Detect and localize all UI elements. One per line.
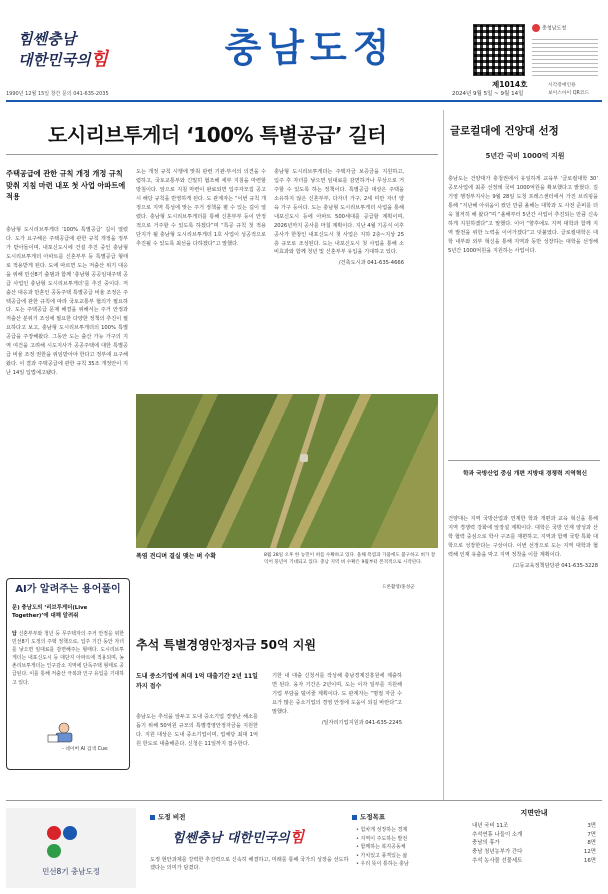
toc-row[interactable]: 충남 청년농부가 간다 12면 xyxy=(472,848,596,855)
goal-item: • 힘차게 성장하는 경제 xyxy=(356,826,446,835)
story2-headline: 추석 특별경영안정자금 50억 지원 xyxy=(136,638,316,652)
slogan-accent: 힘 xyxy=(90,48,108,70)
footer-logo-text: 민선8기 충남도정 xyxy=(42,867,100,876)
braille-pattern-icon xyxy=(532,36,598,76)
qr-code-icon[interactable] xyxy=(473,24,525,76)
story2-body-col1: 충남도는 추석을 앞두고 도내 중소기업 경영난 해소를 돕기 위해 50억원 규모의 특별경영안정자금을 지원한다. 지원 대상은 도내 중소기업이며, 업체당 최대 1억원 한도로 대출해준다. 신청은 11일까지 접수한다. xyxy=(136,714,258,747)
harvester xyxy=(300,454,308,462)
table-of-contents xyxy=(466,822,602,865)
ai-glossary-question: 문) 충남도의 ‘리브투게더(Live Together)’에 대해 알려줘 xyxy=(12,605,88,620)
toc-label: 지면안내 xyxy=(520,809,548,817)
goal-item: • 함께하는 복지공동체 xyxy=(356,843,446,852)
ai-glossary-answer xyxy=(12,630,124,687)
ai-answer-text: 신혼부부와 청년 등 무주택자의 주거 안정을 위한 민선8기 도정의 주택 정책으로, 입주 기간 동안 자녀를 낳으면 임대료를 감면해주는 형태다. 도시리브투게더는 내포신도시 등 대단지 아파트에 적용되며, 농촌리브투게더는 인구감소 지역에 단독주택 형태로 공급된다. 이를 통해 저출산 극복과 인구 유입을 기대하고 있다. xyxy=(12,631,124,686)
column-divider xyxy=(443,110,444,800)
province-logo xyxy=(532,24,598,76)
story2-body-col2 xyxy=(272,672,402,728)
story2-credit: /일자리기업지원과 041-635-2245 xyxy=(321,719,402,726)
lead-body-col2: 도는 개정 규칙 시행에 맞춰 관련 기관·부서의 의견을 수렴하고, 국토교통부와 긴밀히 협조해 세부 지침을 마련할 방침이다. 앞으로 지침 마련이 완료되면 입주자모집 공고 시 해당 규칙을 반영하게 된다. 도 관계자는 “이번 규칙 개정으로 지역 특성에 맞는 주거 정책을 펼 수 있는 길이 열렸다. 충남형 도시리브투게더를 통해 신혼부부 등이 안정적으로 거주할 수 있도록 하겠다”며 “특공 규칙 첫 적용 단지가 될 충남형 도시리브투게더 1호 사업이 성공적으로 추진될 수 있도록 최선을 다하겠다”고 말했다. xyxy=(136,169,266,247)
administration-logo-icon xyxy=(46,826,92,856)
lead-headline: 도시리브투게더 ‘100% 특별공급’ 길터 xyxy=(48,123,387,147)
toc-row[interactable]: 내년 국비 11조 3면 xyxy=(472,823,596,829)
publisher-note-1: 시각장애인용 xyxy=(548,83,576,88)
toc-row[interactable]: 추석연휴 나들이 소개 7면 xyxy=(472,831,596,838)
lead-credit: /건축도시과 041-635-4666 xyxy=(338,260,404,267)
story2-subhead: 도내 중소기업에 최대 1억 대출기간 2년 11일까지 접수 xyxy=(136,673,258,690)
issue-number: 제1014호 xyxy=(492,80,528,89)
ai-glossary-credit: - 네이버 AI 검색 Cue: xyxy=(62,747,109,752)
slogan-line1: 힘쎈충남 xyxy=(18,30,76,48)
lead-subhead: 주택공급에 관한 규칙 개정 개정 규칙 맞춰 지침 마련 내포 첫 사업 아파트에 적용 xyxy=(6,169,126,202)
reading-person-icon xyxy=(34,720,94,744)
masthead-divider xyxy=(6,100,602,102)
vision-slogan-accent: 힘 xyxy=(289,828,305,846)
lead-body-col1: 충남형 도시리브투게더 ‘100% 특별공급’ 길이 열렸다. 도가 요구해온 주택공급에 관한 규칙 개정을 정부가 받아들이며, 내포신도시에 건설 추진 중인 충남형 도시리브투게더 아파트를 신혼부부 등 특별공급 형태로 적용받게 된다. 도에 따르면 도는 저출산 위기 대응을 위해 민선8기 출범과 함께 ‘충남형 공공임대주택 공급 사업인 충남형 도시리브투게더’를 추진 중이다. 저출산 대응과 만혼인 공동주택 특별공급 비율 조정은 주택공급에 관한 규칙에 따라 국토교통부 협의가 필요하다. 도는 주택공급 문제 해결을 위해서는 주거 안정과 저출산 분위기 조성에 필요한 다양한 정책의 추진이 필요하다고 보고, 충남형 도시리브투게더의 100% 특별공급을 주장해왔다. 그동안 도는 출산 가능 가구의 지역 여건을 고려해 시도지사가 공공주택에 대한 특별공급 비율 조정 권한을 위임받아야 한다고 정부에 요구해왔다. 이 결과 주택공급에 관한 규칙 35조 개정안이 지난 14일 입법예고됐다. xyxy=(6,227,128,376)
masthead-slogan xyxy=(18,30,168,71)
goal-item: • 지역이 주도하는 발전 xyxy=(356,835,446,844)
lead-body-col3-text: 충남형 도시리브투게더는 주택자금 보증금을 지원하고, 입주 후 자녀를 낳으면 임대료를 감면하거나 무상으로 거주할 수 있도록 하는 정책이다. 특별공급 대상은 주택을 소유하지 않은 신혼부부, 다자녀 가구, 2세 미만 자녀 양육 가구 등이다. 도는 충남형 도시리브투게더 사업을 통해 내포신도시 등에 아파트 500세대를 공급할 계획이며, 2026년까지 공사를 마칠 계획이다. 지난 4월 기공식 이후 공사가 한창인 내포신도시 첫 사업은 지하 2층~지상 25층 규모로 조성된다. 도는 내포신도시 첫 사업을 통해 소비효과와 함께 청년 및 신혼부부 유입을 기대하고 있다. xyxy=(274,169,404,256)
photo-caption-title: 폭염 견디며 결실 맺는 벼 수확 xyxy=(136,553,216,560)
right-credit: /고등교육정책담당관 041-635-3228 xyxy=(512,562,598,569)
right-subhead: 5년간 국비 1000억 지원 xyxy=(485,152,565,160)
publisher-note-2: 보이스아이 QR코드 xyxy=(548,91,590,96)
field-road xyxy=(266,394,327,548)
right-quote-divider xyxy=(448,460,600,461)
founded-line: 1990년 12월 15일 창간 문의 041-635-2035 xyxy=(6,91,109,97)
story2-body-col2-text: 기한 내 대출 신청서를 작성해 충남경제진흥원에 제출하면 된다. 융자 기간은 2년이며, 도는 이자 일부를 지원해 기업 부담을 덜어줄 계획이다. 도 관계자는 “명절 자금 수요가 많은 중소기업의 경영 안정에 도움이 되길 바란다”고 말했다. xyxy=(272,673,402,715)
goals-label: 도정목표 xyxy=(352,812,385,822)
toc-row[interactable]: 충남의 휴가 8면 xyxy=(472,840,596,847)
square-bullet-icon xyxy=(150,815,155,820)
slogan-line2: 대한민국의 xyxy=(18,50,91,69)
toc-row[interactable]: 추석 농사물 선물세트 16면 xyxy=(472,857,596,864)
right-body-2-text: 건양대는 지역 국방산업과 연계한 학과 개편과 교육 혁신을 통해 지역 경쟁력 강화에 앞장설 계획이다. 대학은 국방 인재 양성과 산학 협력 중심으로 학사 구조를 재편하고, 지역과 함께 국방 특화 대학으로 성장한다는 구상이다. 이번 선정으로 도는 지역 대학과 협력해 인재 유출을 막고 지역 정착을 이끌 계획이다. xyxy=(448,516,598,558)
footer-divider xyxy=(6,800,602,801)
lead-divider xyxy=(6,154,438,155)
vision-slogan: 힘쎈충남 대한민국의힘 xyxy=(172,828,305,846)
right-headline: 글로컬대에 건양대 선정 xyxy=(450,125,559,137)
lead-body-col3 xyxy=(274,168,404,268)
province-logo-label: 충청남도청 xyxy=(542,25,567,32)
vision-description: 도정 현안과제를 강력한 추진력으로 신속히 해결하고, 미래를 통해 국가의 성장을 선도하겠다는 의미가 담겼다. xyxy=(150,857,349,872)
goal-item: • 우리 뜻이 통하는 충남 xyxy=(356,860,446,869)
issue-date: 2024년 9월 5일 ~ 9월 14일 xyxy=(452,91,524,97)
goal-item: • 가치있고 풍격있는 삶 xyxy=(356,852,446,861)
photo-caption-text: 8월 28일 오후 한 농민이 벼를 수확하고 있다. 올해 폭염과 가뭄에도 불구하고 벼가 잘 익어 풍년이 기대되고 있다. 충남 지역 벼 수확은 9월부터 본격적으로 시작된다. xyxy=(264,553,436,566)
goals-list xyxy=(356,826,446,869)
photo-credit: 드론촬영/홍성군 xyxy=(382,585,415,590)
square-bullet-icon xyxy=(352,815,357,820)
ai-glossary-title: AI가 알려주는 용어풀이 xyxy=(15,584,121,595)
ai-answer-label: 답 xyxy=(12,631,17,637)
province-emblem-icon xyxy=(532,24,540,32)
vision-label: 도정 비전 xyxy=(150,812,185,822)
masthead-title: 충남도정 xyxy=(224,26,396,70)
right-body: 충남도는 건양대가 충청권에서 유일하게 교육부 ‘글로컬대학 30’ 공모사업에 최종 선정돼 국비 1000억원을 확보했다고 밝혔다. 김기영 행정부지사는 9월 28일 도청 프레스센터에서 가진 브리핑을 통해 “지난해 아쉬움이 컸던 만큼 올해는 대학과 도 사전 준비를 더욱 철저히 해 왔다”며 “올해부터 5년간 사업이 추진되는 만큼 신속하게 지원하겠다”고 말했다. 이어 “향후에도 지역 대학과 함께 지역 발전을 위한 노력을 이어가겠다”고 덧붙였다. 글로컬대학은 대학 내부와 외부 혁신을 통해 지역과 동반 성장하는 대학을 선정해 5년간 1000억원을 지원하는 사업이다. xyxy=(448,176,598,254)
rice-harvest-photo xyxy=(136,394,438,548)
right-quote: 학과 국방산업 중심 개편 지방대 경쟁력 지역혁신 xyxy=(462,471,588,477)
right-body-2 xyxy=(448,515,598,571)
